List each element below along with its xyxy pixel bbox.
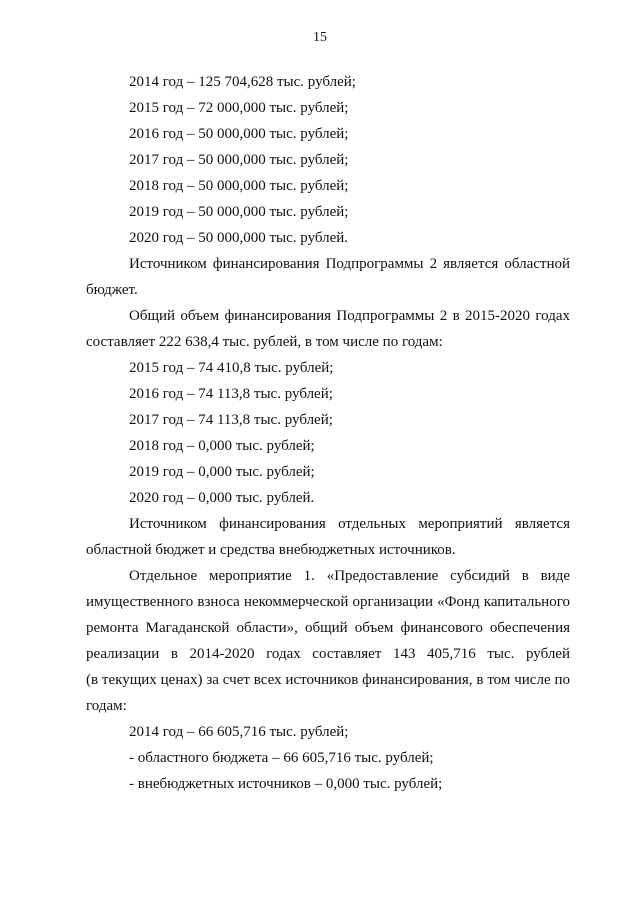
year-line: 2014 год – 66 605,716 тыс. рублей;	[129, 724, 349, 740]
funding-source-line: - внебюджетных источников – 0,000 тыс. рублей;	[129, 776, 443, 792]
paragraph-line: областной бюджет и средства внебюджетных источников.	[86, 542, 456, 558]
year-line: 2014 год – 125 704,628 тыс. рублей;	[129, 74, 356, 90]
paragraph-line: Общий объем финансирования Подпрограммы 2 в 2015-2020 годах	[129, 308, 570, 324]
measure1-paragraph	[86, 563, 570, 719]
paragraph-line: составляет 222 638,4 тыс. рублей, в том числе по годам:	[86, 334, 443, 350]
year-line: 2017 год – 50 000,000 тыс. рублей;	[129, 152, 349, 168]
paragraph-line: реализации в 2014-2020 годах составляет 143 405,716 тыс. рублей	[86, 646, 570, 662]
year-line: 2020 год – 50 000,000 тыс. рублей.	[129, 230, 349, 246]
total-by-year-list	[86, 69, 570, 251]
paragraph-line: Источником финансирования отдельных мероприятий является	[129, 516, 570, 532]
paragraph-line: бюджет.	[86, 282, 138, 298]
year-line: 2019 год – 50 000,000 тыс. рублей;	[129, 204, 349, 220]
subprogram2-source-paragraph	[86, 251, 570, 303]
year-line: 2016 год – 50 000,000 тыс. рублей;	[129, 126, 349, 142]
year-line: 2018 год – 0,000 тыс. рублей;	[129, 438, 315, 454]
paragraph-line: имущественного взноса некоммерческой организации «Фонд капитального	[86, 594, 570, 610]
paragraph-line: Отдельное мероприятие 1. «Предоставление субсидий в виде	[129, 568, 570, 584]
measure1-by-year-list	[86, 719, 570, 797]
subprogram2-by-year-list	[86, 355, 570, 511]
paragraph-line: Источником финансирования Подпрограммы 2 является областной	[129, 256, 570, 272]
paragraph-line: (в текущих ценах) за счет всех источников финансирования, в том числе по	[86, 672, 570, 688]
year-line: 2015 год – 72 000,000 тыс. рублей;	[129, 100, 349, 116]
paragraph-line: годам:	[86, 698, 127, 714]
separate-measures-source-paragraph	[86, 511, 570, 563]
paragraph-line: ремонта Магаданской области», общий объем финансового обеспечения	[86, 620, 570, 636]
year-line: 2019 год – 0,000 тыс. рублей;	[129, 464, 315, 480]
funding-source-line: - областного бюджета – 66 605,716 тыс. рублей;	[129, 750, 434, 766]
page-number: 15	[313, 30, 327, 45]
year-line: 2018 год – 50 000,000 тыс. рублей;	[129, 178, 349, 194]
year-line: 2015 год – 74 410,8 тыс. рублей;	[129, 360, 334, 376]
year-line: 2016 год – 74 113,8 тыс. рублей;	[129, 386, 333, 402]
subprogram2-volume-paragraph	[86, 303, 570, 355]
document-body	[86, 69, 570, 797]
year-line: 2020 год – 0,000 тыс. рублей.	[129, 490, 315, 506]
year-line: 2017 год – 74 113,8 тыс. рублей;	[129, 412, 333, 428]
